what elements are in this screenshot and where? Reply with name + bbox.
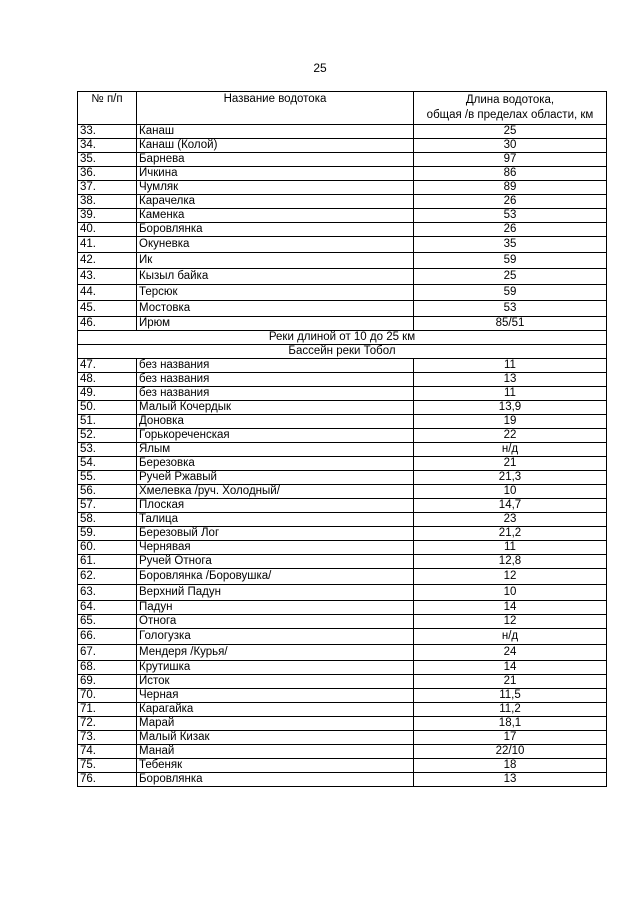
row-name: без названия [137, 359, 414, 373]
row-length: 13 [414, 373, 607, 387]
row-number: 38. [78, 195, 137, 209]
table-row [78, 601, 607, 615]
row-length: 21 [414, 675, 607, 689]
table-row [78, 301, 607, 317]
table-row [78, 139, 607, 153]
section-title: Реки длиной от 10 до 25 км [78, 331, 607, 345]
row-length: 24 [414, 645, 607, 661]
row-length: 11 [414, 541, 607, 555]
row-name: без названия [137, 387, 414, 401]
row-number: 68. [78, 661, 137, 675]
row-number: 39. [78, 209, 137, 223]
row-name: Горькореченская [137, 429, 414, 443]
row-name: Чернявая [137, 541, 414, 555]
row-name: Боровлянка [137, 773, 414, 787]
table-row [78, 745, 607, 759]
table-row [78, 717, 607, 731]
table-row [78, 181, 607, 195]
row-number: 33. [78, 125, 137, 139]
table-row [78, 359, 607, 373]
table-row [78, 499, 607, 513]
row-number: 59. [78, 527, 137, 541]
row-length: 35 [414, 237, 607, 253]
row-number: 71. [78, 703, 137, 717]
header-length-line2: общая /в пределах области, км [426, 109, 594, 121]
row-name: Малый Кочердык [137, 401, 414, 415]
row-name: Черная [137, 689, 414, 703]
row-length: 14 [414, 601, 607, 615]
row-number: 58. [78, 513, 137, 527]
row-name: Березовый Лог [137, 527, 414, 541]
table-body-long-rivers [78, 125, 607, 331]
row-length: 14 [414, 661, 607, 675]
row-length: 11 [414, 387, 607, 401]
basin-title: Бассейн реки Тобол [78, 345, 607, 359]
row-number: 43. [78, 269, 137, 285]
row-name: Тебеняк [137, 759, 414, 773]
row-number: 69. [78, 675, 137, 689]
row-name: Ручей Отнога [137, 555, 414, 569]
row-name: Марай [137, 717, 414, 731]
table-row [78, 645, 607, 661]
row-number: 41. [78, 237, 137, 253]
table-row [78, 513, 607, 527]
row-name: Карагайка [137, 703, 414, 717]
row-length: 53 [414, 209, 607, 223]
row-length: 11,5 [414, 689, 607, 703]
row-number: 62. [78, 569, 137, 585]
row-length: 12,8 [414, 555, 607, 569]
row-number: 54. [78, 457, 137, 471]
row-length: 26 [414, 223, 607, 237]
row-name: Боровлянка /Боровушка/ [137, 569, 414, 585]
row-length: 11 [414, 359, 607, 373]
row-name: Мендеря /Курья/ [137, 645, 414, 661]
row-number: 72. [78, 717, 137, 731]
row-name: без названия [137, 373, 414, 387]
row-length: 97 [414, 153, 607, 167]
row-number: 34. [78, 139, 137, 153]
row-name: Карачелка [137, 195, 414, 209]
row-length: 17 [414, 731, 607, 745]
row-name: Ручей Ржавый [137, 471, 414, 485]
row-length: 18,1 [414, 717, 607, 731]
row-name: Верхний Падун [137, 585, 414, 601]
row-number: 45. [78, 301, 137, 317]
table-row [78, 387, 607, 401]
table-body-short-rivers [78, 359, 607, 787]
table-row [78, 237, 607, 253]
row-number: 52. [78, 429, 137, 443]
table-row [78, 209, 607, 223]
row-length: 53 [414, 301, 607, 317]
table-section-headers [78, 331, 607, 359]
row-number: 73. [78, 731, 137, 745]
row-length: 85/51 [414, 317, 607, 331]
row-number: 53. [78, 443, 137, 457]
row-number: 36. [78, 167, 137, 181]
table-row [78, 373, 607, 387]
row-length: 89 [414, 181, 607, 195]
table-row [78, 541, 607, 555]
table-row [78, 485, 607, 499]
table-row [78, 195, 607, 209]
row-length: 22 [414, 429, 607, 443]
row-name: Крутишка [137, 661, 414, 675]
row-length: 26 [414, 195, 607, 209]
row-name: Кызыл байка [137, 269, 414, 285]
row-length: 22/10 [414, 745, 607, 759]
table-row [78, 415, 607, 429]
header-number: № п/п [78, 92, 137, 125]
row-number: 60. [78, 541, 137, 555]
row-name: Ичкина [137, 167, 414, 181]
page-number: 25 [313, 61, 327, 75]
row-length: 12 [414, 569, 607, 585]
row-number: 47. [78, 359, 137, 373]
row-name: Канаш [137, 125, 414, 139]
table-row [78, 253, 607, 269]
row-length: 10 [414, 585, 607, 601]
row-length: 21 [414, 457, 607, 471]
table-header-row [78, 92, 607, 125]
header-length-line1: Длина водотока, [465, 94, 555, 106]
row-number: 65. [78, 615, 137, 629]
row-name: Боровлянка [137, 223, 414, 237]
row-name: Отнога [137, 615, 414, 629]
table-row [78, 585, 607, 601]
row-number: 67. [78, 645, 137, 661]
row-length: 25 [414, 269, 607, 285]
row-number: 64. [78, 601, 137, 615]
row-name: Доновка [137, 415, 414, 429]
row-name: Исток [137, 675, 414, 689]
table-row [78, 675, 607, 689]
basin-row [78, 345, 607, 359]
table-row [78, 401, 607, 415]
table-row [78, 167, 607, 181]
row-length: 25 [414, 125, 607, 139]
row-name: Березовка [137, 457, 414, 471]
table-row [78, 443, 607, 457]
row-name: Терсюк [137, 285, 414, 301]
row-length: 21,2 [414, 527, 607, 541]
row-number: 66. [78, 629, 137, 645]
table-row [78, 429, 607, 443]
table-row [78, 285, 607, 301]
row-number: 42. [78, 253, 137, 269]
row-name: Малый Кизак [137, 731, 414, 745]
row-name: Окуневка [137, 237, 414, 253]
row-length: 12 [414, 615, 607, 629]
table-row [78, 153, 607, 167]
table-row [78, 615, 607, 629]
table-row [78, 731, 607, 745]
row-name: Манай [137, 745, 414, 759]
table-row [78, 471, 607, 485]
row-number: 49. [78, 387, 137, 401]
row-name: Каменка [137, 209, 414, 223]
table-row [78, 125, 607, 139]
table-row [78, 629, 607, 645]
row-number: 51. [78, 415, 137, 429]
table-row [78, 527, 607, 541]
row-number: 37. [78, 181, 137, 195]
row-number: 61. [78, 555, 137, 569]
row-length: 14,7 [414, 499, 607, 513]
row-number: 76. [78, 773, 137, 787]
table-row [78, 269, 607, 285]
table-row [78, 689, 607, 703]
row-length: 21,3 [414, 471, 607, 485]
row-number: 63. [78, 585, 137, 601]
row-length: 18 [414, 759, 607, 773]
row-name: Падун [137, 601, 414, 615]
table-row [78, 555, 607, 569]
row-name: Хмелевка /руч. Холодный/ [137, 485, 414, 499]
row-name: Мостовка [137, 301, 414, 317]
row-number: 75. [78, 759, 137, 773]
row-number: 74. [78, 745, 137, 759]
row-name: Ялым [137, 443, 414, 457]
row-length: 30 [414, 139, 607, 153]
row-length: 59 [414, 253, 607, 269]
header-name: Название водотока [137, 92, 414, 125]
row-name: Чумляк [137, 181, 414, 195]
row-length: 86 [414, 167, 607, 181]
row-number: 55. [78, 471, 137, 485]
table-row [78, 569, 607, 585]
row-name: Гологузка [137, 629, 414, 645]
row-name: Ирюм [137, 317, 414, 331]
watercourse-table [77, 91, 607, 787]
table-row [78, 317, 607, 331]
row-length: н/д [414, 443, 607, 457]
row-name: Плоская [137, 499, 414, 513]
row-length: 10 [414, 485, 607, 499]
row-number: 46. [78, 317, 137, 331]
row-name: Ик [137, 253, 414, 269]
row-length: 23 [414, 513, 607, 527]
row-length: 19 [414, 415, 607, 429]
table-row [78, 759, 607, 773]
table-row [78, 773, 607, 787]
table-row [78, 661, 607, 675]
row-number: 57. [78, 499, 137, 513]
row-number: 56. [78, 485, 137, 499]
row-number: 48. [78, 373, 137, 387]
header-length [414, 92, 607, 125]
row-name: Канаш (Колой) [137, 139, 414, 153]
row-length: н/д [414, 629, 607, 645]
row-length: 13 [414, 773, 607, 787]
row-name: Талица [137, 513, 414, 527]
row-number: 35. [78, 153, 137, 167]
row-length: 59 [414, 285, 607, 301]
row-number: 44. [78, 285, 137, 301]
table-row [78, 457, 607, 471]
row-number: 70. [78, 689, 137, 703]
table-row [78, 703, 607, 717]
section-row [78, 331, 607, 345]
row-number: 40. [78, 223, 137, 237]
row-length: 11,2 [414, 703, 607, 717]
row-name: Барнева [137, 153, 414, 167]
table-row [78, 223, 607, 237]
row-number: 50. [78, 401, 137, 415]
row-length: 13,9 [414, 401, 607, 415]
